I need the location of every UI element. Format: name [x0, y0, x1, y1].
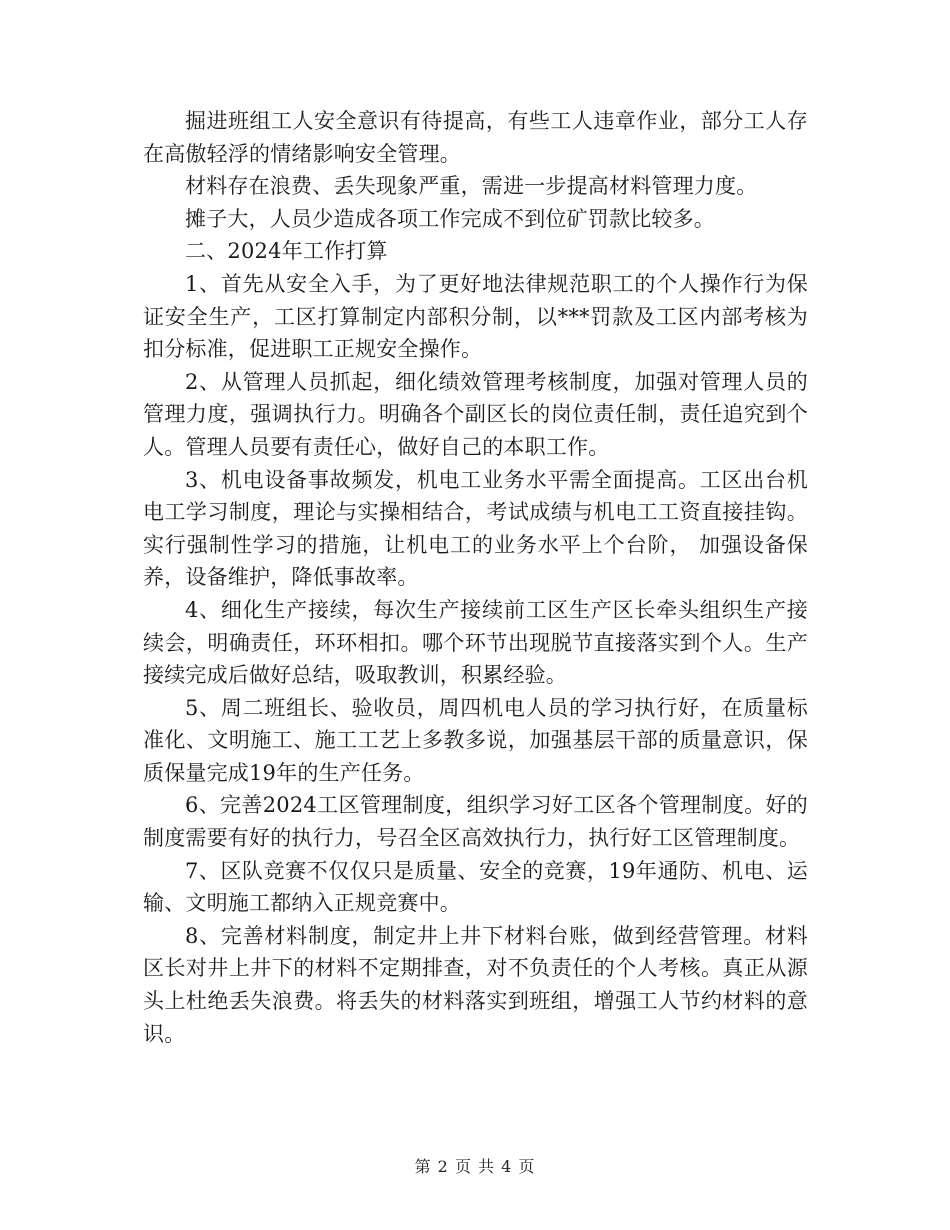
paragraph-plan-item-7: 7、区队竞赛不仅仅只是质量、安全的竞赛，19年通防、机电、运输、文明施工都纳入正规竞赛中。 — [143, 858, 808, 916]
paragraph-plan-item-4: 4、细化生产接续，每次生产接续前工区生产区长牵头组织生产接续会，明确责任，环环相扣。哪个环节出现脱节直接落实到个人。生产接续完成后做好总结，吸取教训，积累经验。 — [143, 597, 808, 688]
page-number-footer: 第 2 页 共 4 页 — [414, 1157, 536, 1176]
paragraph-plan-item-3: 3、机电设备事故频发，机电工业务水平需全面提高。工区出台机电工学习制度，理论与实操相结合，考试成绩与机电工工资直接挂钩。实行强制性学习的措施，让机电工的业务水平上个台阶， 加强设备保养，设备维护，降低事故率。 — [143, 467, 808, 590]
paragraph-problem-staff-shortage: 摊子大，人员少造成各项工作完成不到位矿罚款比较多。 — [185, 206, 715, 231]
document-body — [143, 105, 808, 1050]
paragraph-plan-item-2: 2、从管理人员抓起，细化绩效管理考核制度，加强对管理人员的管理力度，强调执行力。明确各个副区长的岗位责任制，责任追究到个人。管理人员要有责任心，做好自己的本职工作。 — [143, 369, 808, 459]
section-heading-work-plan: 二、2024年工作打算 — [185, 239, 388, 264]
paragraph-plan-item-6: 6、完善2024工区管理制度，组织学习好工区各个管理制度。好的制度需要有好的执行力，号召全区高效执行力，执行好工区管理制度。 — [143, 793, 808, 851]
paragraph-problem-safety-awareness: 掘进班组工人安全意识有待提高，有些工人违章作业，部分工人存在高傲轻浮的情绪影响安全管理。 — [143, 109, 808, 166]
paragraph-problem-material-waste: 材料存在浪费、丢失现象严重，需进一步提高材料管理力度。 — [185, 174, 758, 199]
paragraph-plan-item-8: 8、完善材料制度，制定井上井下材料台账，做到经营管理。材料区长对井上井下的材料不定期排查，对不负责任的个人考核。真正从源头上杜绝丢失浪费。将丢失的材料落实到班组，增强工人节约材料的意识。 — [143, 923, 808, 1046]
paragraph-plan-item-5: 5、周二班组长、验收员，周四机电人员的学习执行好，在质量标准化、文明施工、施工工艺上多教多说，加强基层干部的质量意识，保质保量完成19年的生产任务。 — [143, 695, 808, 785]
paragraph-plan-item-1: 1、首先从安全入手，为了更好地法律规范职工的个人操作行为保证安全生产，工区打算制定内部积分制，以***罚款及工区内部考核为扣分标准，促进职工正规安全操作。 — [143, 271, 808, 362]
